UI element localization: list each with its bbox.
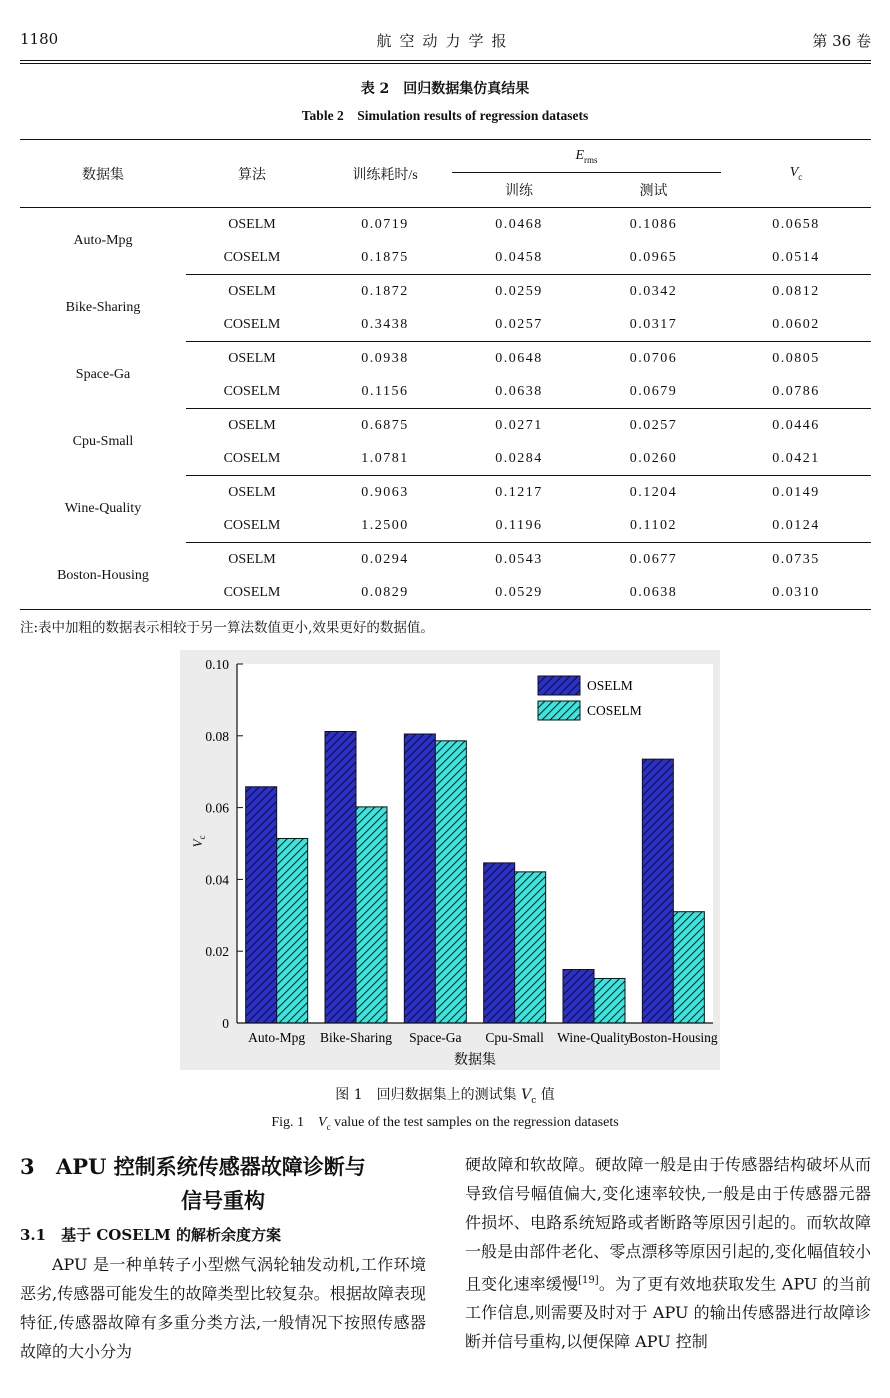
algo-cell: OSELM	[228, 350, 276, 366]
dataset-cell: Cpu-Small	[72, 434, 134, 449]
vc-cell: 0.0421	[721, 442, 871, 476]
test-cell: 0.0260	[586, 442, 721, 476]
legend-swatch-hatch	[538, 701, 580, 720]
vc-cell: 0.0805	[772, 350, 820, 366]
citation-ref: [19]	[578, 1275, 599, 1286]
journal-name: 航空动力学报	[376, 32, 515, 50]
volume-number: 第 36 卷	[812, 32, 871, 50]
algo-cell: COSELM	[186, 308, 318, 342]
algo-cell: COSELM	[186, 241, 318, 275]
dataset-cell: Space-Ga	[75, 367, 131, 382]
vc-cell: 0.0812	[772, 283, 820, 299]
train-cell: 0.0529	[452, 576, 586, 610]
algo-cell: COSELM	[186, 442, 318, 476]
vc-bar-chart	[180, 650, 720, 1070]
fig-caption-en-sub: c	[326, 1121, 331, 1132]
time-cell: 0.6875	[361, 417, 409, 433]
right-column	[465, 1150, 871, 1356]
y-axis-label: $V_c$	[190, 835, 207, 848]
fig-caption-en-text: Fig. 1	[271, 1115, 319, 1130]
time-cell: 0.3438	[318, 308, 452, 342]
test-cell: 0.0965	[586, 241, 721, 275]
left-column	[20, 1150, 426, 1366]
section-title-line1: APU 控制系统传感器故障诊断与	[56, 1154, 366, 1179]
test-cell: 0.1102	[586, 509, 721, 543]
y-tick-label: 0.08	[205, 728, 229, 744]
train-cell: 0.1196	[452, 509, 586, 543]
time-cell: 0.0719	[361, 216, 409, 232]
right-paragraph-a: 硬故障和软故障。硬故障一般是由于传感器结构破坏从而导致信号幅值偏大,变化速率较快,一般是由于传感器元器件损坏、电路系统短路或者断路等原因引起的。而软故障一般是由部件老化、零点漂移等原因引起的,变化幅值较小且变化速率缓慢	[465, 1155, 871, 1294]
bar-hatch	[325, 731, 356, 1023]
y-axis-label-sub: c	[197, 835, 207, 840]
col-time: 训练耗时/s	[352, 167, 418, 183]
table-row	[20, 275, 871, 309]
time-cell: 1.2500	[318, 509, 452, 543]
train-cell: 0.0257	[452, 308, 586, 342]
table-row	[20, 543, 871, 577]
bar-hatch	[642, 759, 673, 1023]
x-tick-label: Bike-Sharing	[320, 1030, 392, 1045]
erms-subscript: rms	[584, 154, 598, 165]
x-tick-label: Cpu-Small	[485, 1030, 544, 1045]
x-tick-label: Auto-Mpg	[248, 1030, 306, 1045]
vc-cell: 0.0602	[721, 308, 871, 342]
right-paragraph-b: 。为了更有效地获取发生 APU 的当前工作信息,则需要及时对于 APU 的输出传感器进行故障诊断并信号重构,以便保障 APU 控制	[465, 1274, 871, 1352]
algo-cell: OSELM	[228, 484, 276, 500]
col-vc	[721, 140, 871, 208]
time-cell: 0.9063	[361, 484, 409, 500]
train-cell: 0.0648	[495, 350, 543, 366]
train-cell: 0.0543	[495, 551, 543, 567]
test-cell: 0.1086	[629, 216, 678, 232]
col-erms	[452, 140, 721, 173]
time-cell: 0.1875	[318, 241, 452, 275]
page-number: 1180	[20, 30, 59, 48]
algo-cell: OSELM	[228, 216, 276, 232]
header-rule	[20, 60, 871, 61]
algo-cell: COSELM	[186, 375, 318, 409]
table-note: 注:表中加粗的数据表示相较于另一算法数值更小,效果更好的数据值。	[20, 620, 434, 636]
time-cell: 0.0294	[361, 551, 409, 567]
algo-cell: OSELM	[228, 283, 276, 299]
running-header	[20, 30, 871, 54]
fig-caption-zh-symbol: V	[521, 1087, 532, 1103]
bar-hatch	[404, 734, 435, 1023]
y-tick-label: 0.02	[205, 944, 229, 960]
train-cell: 0.0284	[452, 442, 586, 476]
table-row	[20, 208, 871, 242]
bar-hatch	[484, 863, 515, 1023]
time-cell: 0.0829	[318, 576, 452, 610]
test-cell: 0.0317	[586, 308, 721, 342]
algo-cell: OSELM	[228, 551, 276, 567]
vc-cell: 0.0446	[772, 417, 820, 433]
vc-cell: 0.0735	[772, 551, 820, 567]
algo-cell: OSELM	[228, 417, 276, 433]
fig-caption-zh-text: 图 1 回归数据集上的测试集	[335, 1087, 522, 1103]
time-cell: 0.0938	[361, 350, 409, 366]
fig-caption-en-symbol: V	[318, 1115, 327, 1130]
col-train: 训练	[505, 184, 533, 199]
x-tick-label: Space-Ga	[409, 1030, 462, 1045]
fig-caption-en-tail: value of the test samples on the regression datasets	[330, 1115, 619, 1130]
vc-cell: 0.0124	[721, 509, 871, 543]
y-tick-label: 0.10	[205, 657, 229, 672]
bar-hatch	[515, 872, 546, 1023]
test-cell: 0.1204	[629, 484, 678, 500]
dataset-cell: Auto-Mpg	[73, 233, 133, 249]
dataset-cell: Wine-Quality	[64, 501, 142, 516]
fig-caption-zh-tail: 值	[536, 1087, 555, 1103]
test-cell: 0.0706	[629, 350, 678, 366]
train-cell: 0.0271	[495, 417, 543, 433]
bar-hatch	[563, 970, 594, 1023]
bar-hatch	[356, 807, 387, 1023]
figure-caption-zh	[0, 1084, 890, 1106]
vc-cell: 0.0658	[772, 216, 820, 232]
x-tick-label: Wine-Quality	[557, 1030, 631, 1045]
vc-cell: 0.0786	[721, 375, 871, 409]
table-row	[20, 476, 871, 510]
table-row	[20, 342, 871, 376]
bar-hatch	[435, 741, 466, 1023]
vc-cell: 0.0149	[772, 484, 820, 500]
train-cell: 0.0458	[452, 241, 586, 275]
x-axis-label: 数据集	[454, 1052, 496, 1068]
table-caption-zh: 表 2 回归数据集仿真结果	[360, 81, 530, 97]
erms-symbol: E	[575, 147, 585, 163]
table-row	[20, 409, 871, 443]
algo-cell: COSELM	[186, 509, 318, 543]
left-paragraph: APU 是一种单转子小型燃气涡轮轴发动机,工作环境恶劣,传感器可能发生的故障类型比较复杂。根据故障表现特征,传感器故障有多重分类方法,一般情况下按照传感器故障的大小分为	[20, 1255, 426, 1361]
bar-hatch	[594, 978, 625, 1023]
vc-cell: 0.0514	[721, 241, 871, 275]
col-dataset: 数据集	[82, 167, 124, 183]
y-tick-label: 0.04	[205, 872, 229, 888]
legend-label: COSELM	[587, 703, 642, 718]
time-cell: 0.1156	[318, 375, 452, 409]
fig-caption-zh-sub: c	[531, 1095, 537, 1106]
train-cell: 0.0468	[495, 216, 543, 232]
test-cell: 0.0342	[629, 283, 678, 299]
vc-cell: 0.0310	[721, 576, 871, 610]
test-cell: 0.0677	[629, 551, 678, 567]
train-cell: 0.0259	[495, 283, 543, 299]
section-number: 3	[20, 1154, 35, 1179]
section-title-line2: 信号重构	[181, 1188, 265, 1213]
dataset-cell: Boston-Housing	[20, 543, 186, 610]
dataset-cell: Bike-Sharing	[65, 300, 141, 315]
bar-hatch	[277, 838, 308, 1023]
y-tick-label: 0.06	[205, 800, 229, 816]
table-caption-en: Table 2 Simulation results of regression datasets	[301, 108, 589, 123]
header-rule-double	[20, 63, 871, 64]
figure-caption-en	[0, 1111, 890, 1132]
time-cell: 1.0781	[318, 442, 452, 476]
section-heading	[20, 1150, 426, 1218]
test-cell: 0.0257	[629, 417, 678, 433]
results-table	[20, 139, 871, 610]
algo-cell: COSELM	[186, 576, 318, 610]
vc-subscript: c	[798, 171, 803, 182]
legend-label: OSELM	[587, 678, 633, 693]
bar-hatch	[246, 787, 277, 1023]
vc-symbol: V	[789, 165, 799, 181]
subsection-heading: 3.1 基于 COSELM 的解析余度方案	[20, 1226, 281, 1244]
col-algorithm: 算法	[238, 167, 266, 183]
test-cell: 0.0679	[586, 375, 721, 409]
y-tick-label: 0	[222, 1016, 229, 1031]
x-tick-label: Boston-Housing	[629, 1030, 718, 1045]
time-cell: 0.1872	[361, 283, 409, 299]
train-cell: 0.0638	[452, 375, 586, 409]
test-cell: 0.0638	[586, 576, 721, 610]
legend-swatch-hatch	[538, 676, 580, 695]
col-test: 测试	[639, 184, 668, 199]
bar-hatch	[673, 912, 704, 1023]
train-cell: 0.1217	[495, 484, 543, 500]
